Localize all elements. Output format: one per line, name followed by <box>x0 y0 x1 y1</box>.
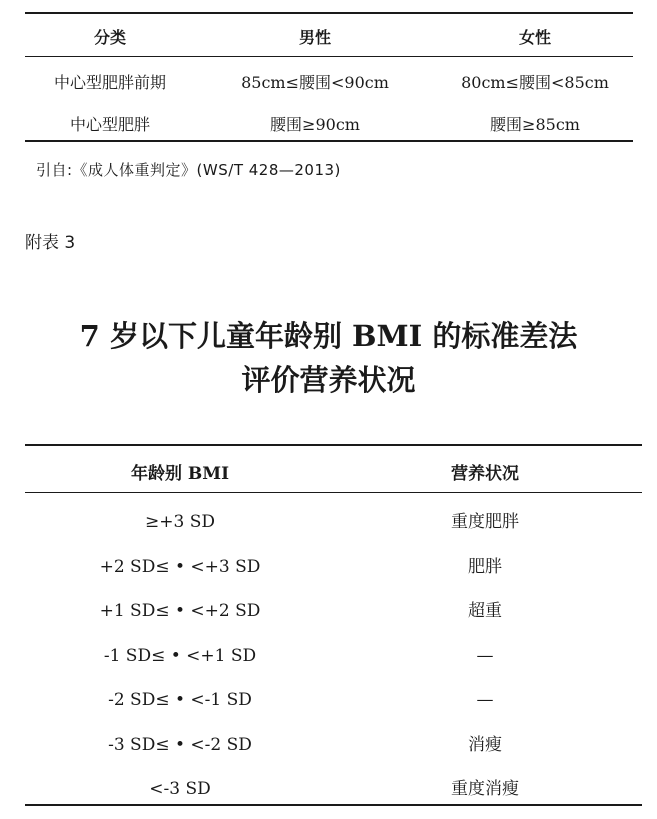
table-cell-male: 腰围≥90cm <box>270 115 360 134</box>
table-cell-status: 重度肥胖 <box>451 512 519 532</box>
table-cell-category: 中心型肥胖 <box>69 115 150 134</box>
table-cell-status: — <box>476 646 494 666</box>
appendix-label: 附表 3 <box>25 233 76 253</box>
table-header-rule <box>25 492 642 493</box>
table-cell-status: — <box>476 690 494 710</box>
table-cell-bmi-range: +1 SD≤ • <+2 SD <box>99 601 261 621</box>
table-header-category: 分类 <box>93 28 126 47</box>
table-header-status: 营养状况 <box>451 464 519 484</box>
source-citation: 引自:《成人体重判定》(WS/T 428—2013) <box>36 161 341 179</box>
table-cell-status: 重度消瘦 <box>451 779 519 799</box>
table-cell-category: 中心型肥胖前期 <box>53 73 166 92</box>
section-title-line-1: 7 岁以下儿童年龄别 BMI 的标准差法 <box>79 319 578 353</box>
table-cell-bmi-range: -1 SD≤ • <+1 SD <box>103 646 257 666</box>
table-bottom-rule <box>25 140 633 142</box>
table-cell-male: 85cm≤腰围<90cm <box>241 73 389 92</box>
table-cell-status: 肥胖 <box>468 557 502 577</box>
table-bottom-rule <box>25 804 642 806</box>
table-cell-bmi-range: ≥+3 SD <box>145 512 215 532</box>
table-cell-bmi-range: -3 SD≤ • <-2 SD <box>108 735 252 755</box>
table-top-rule <box>25 444 642 446</box>
table-header-female: 女性 <box>518 28 551 47</box>
table-cell-status: 消瘦 <box>468 735 502 755</box>
table-cell-bmi-range: <-3 SD <box>149 779 211 799</box>
table-cell-bmi-range: -2 SD≤ • <-1 SD <box>108 690 252 710</box>
table-header-rule <box>25 56 633 57</box>
table-cell-female: 腰围≥85cm <box>490 115 580 134</box>
table-cell-bmi-range: +2 SD≤ • <+3 SD <box>99 557 261 577</box>
section-title-line-2: 评价营养状况 <box>241 363 416 397</box>
table-top-rule <box>25 12 633 14</box>
table-header-bmi: 年龄别 BMI <box>130 464 230 484</box>
table-header-male: 男性 <box>298 28 331 47</box>
table-cell-status: 超重 <box>468 601 502 621</box>
table-cell-female: 80cm≤腰围<85cm <box>461 73 609 92</box>
